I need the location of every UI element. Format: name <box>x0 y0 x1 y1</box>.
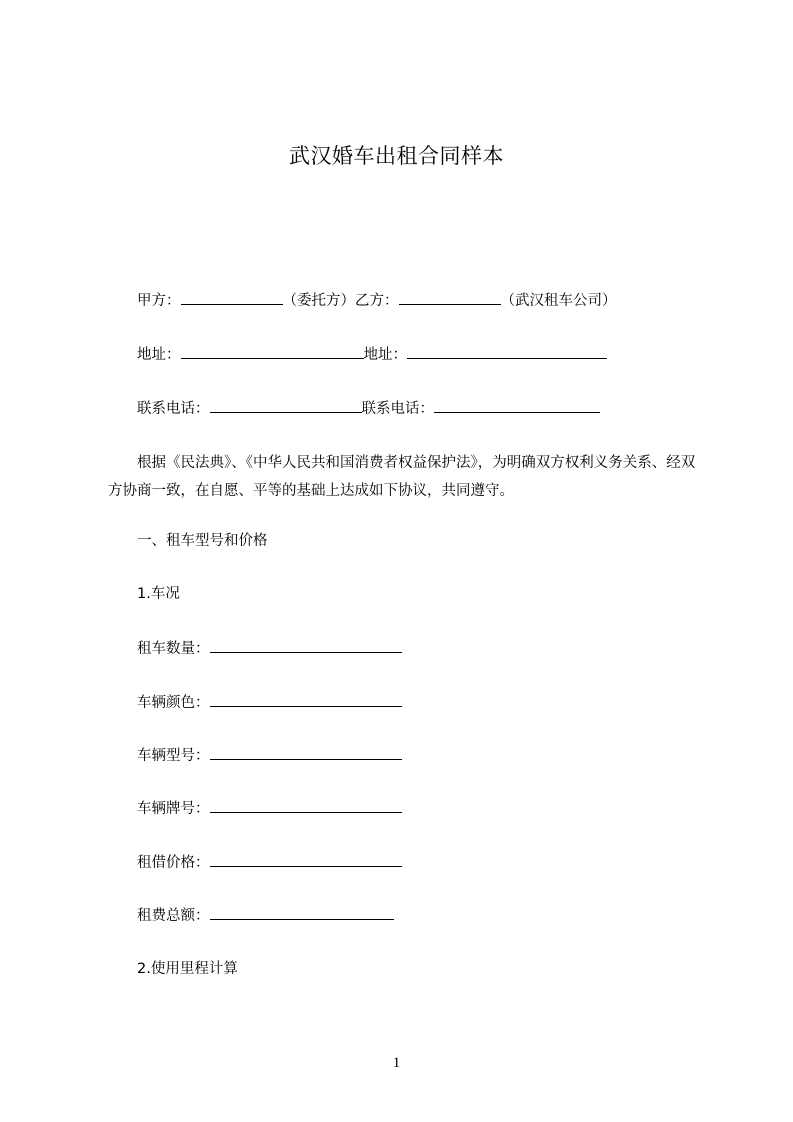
address-a-blank[interactable] <box>181 343 364 359</box>
page-number: 1 <box>392 1055 401 1071</box>
address-b-label: 地址： <box>363 347 407 363</box>
phone-a-label: 联系电话： <box>137 401 210 417</box>
phone-b-label: 联系电话： <box>361 401 434 417</box>
field-label: 租车数量： <box>137 641 210 657</box>
party-a-blank[interactable] <box>181 289 283 305</box>
field-blank[interactable] <box>210 691 402 707</box>
document-title: 武汉婚车出租合同样本 <box>289 144 504 168</box>
party-b-note: （武汉租车公司） <box>500 293 617 309</box>
party-a-note: （委托方） <box>282 293 355 309</box>
field-quantity <box>137 637 402 660</box>
parties-line <box>137 289 617 312</box>
field-label: 租借价格： <box>137 855 210 871</box>
phone-a-blank[interactable] <box>210 397 362 413</box>
field-color <box>137 691 402 714</box>
intro-paragraph: 根据《民法典》、《中华人民共和国消费者权益保护法》，为明确双方权利义务关系、经双方协商一致，在自愿、平等的基础上达成如下协议，共同遵守。 <box>108 455 696 499</box>
address-a-label: 地址： <box>137 347 181 363</box>
field-label: 租费总额： <box>137 908 210 924</box>
phone-line <box>137 397 600 420</box>
party-b-blank[interactable] <box>399 289 501 305</box>
party-a-label: 甲方： <box>137 293 181 309</box>
sub2-heading: 2.使用里程计算 <box>137 961 238 977</box>
field-label: 车辆颜色： <box>137 695 210 711</box>
field-blank[interactable] <box>210 904 394 920</box>
address-b-blank[interactable] <box>407 343 607 359</box>
address-line <box>137 343 607 366</box>
field-model <box>137 744 402 767</box>
sub1-heading: 1.车况 <box>137 586 180 602</box>
field-blank[interactable] <box>210 797 402 813</box>
party-b-label: 乙方： <box>355 293 399 309</box>
field-blank[interactable] <box>210 744 402 760</box>
field-total <box>137 904 394 927</box>
section1-heading: 一、租车型号和价格 <box>137 533 268 549</box>
phone-b-blank[interactable] <box>434 397 600 413</box>
field-blank[interactable] <box>210 851 402 867</box>
field-blank[interactable] <box>210 637 402 653</box>
field-plate <box>137 797 402 820</box>
field-price <box>137 851 402 874</box>
field-label: 车辆牌号： <box>137 801 210 817</box>
field-label: 车辆型号： <box>137 748 210 764</box>
